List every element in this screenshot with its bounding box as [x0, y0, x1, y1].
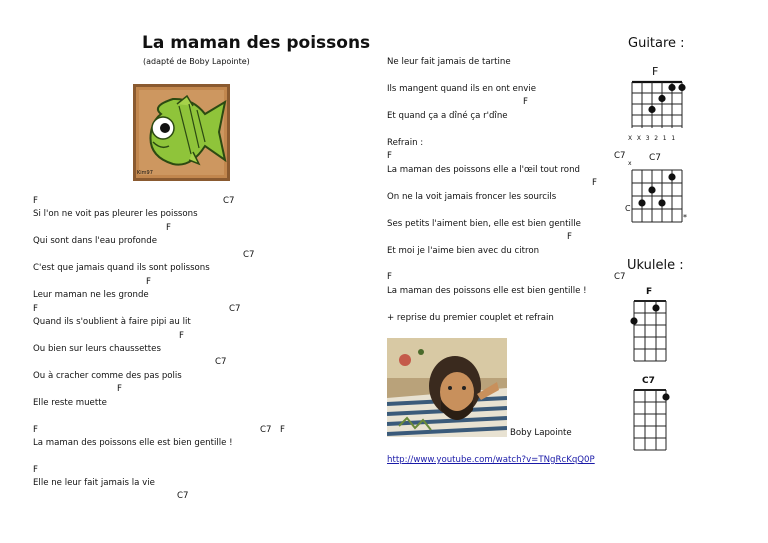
lyric-line: Ne leur fait jamais de tartine — [387, 57, 511, 67]
guitar-mute-mark: x — [628, 160, 632, 167]
boby-lapointe-photo — [387, 338, 507, 437]
ukulele-chord-f-name: F — [646, 287, 653, 297]
lyric-line: C'est que jamais quand ils sont polissons — [33, 263, 210, 273]
chord-f: F — [387, 151, 392, 161]
chord-f: F — [33, 304, 38, 314]
chord-c7: C7 — [223, 196, 235, 206]
svg-text:*: * — [683, 213, 687, 222]
chord-f: F — [33, 465, 38, 475]
photo-caption: Boby Lapointe — [510, 428, 572, 438]
lyric-line: Ses petits l'aiment bien, elle est bien gentille — [387, 219, 581, 229]
lyric-line: La maman des poissons elle est bien gentille ! — [387, 286, 587, 296]
lyric-line: Qui sont dans l'eau profonde — [33, 236, 158, 246]
ukulele-chord-c7-diagram — [628, 374, 672, 454]
chord-c7: C7 — [177, 491, 189, 501]
chord-c7: C7 — [260, 425, 272, 435]
lyric-line: La maman des poissons elle est bien gentille ! — [33, 438, 233, 448]
ukulele-heading: Ukulele : — [627, 258, 684, 273]
guitar-chord-f-diagram — [622, 62, 692, 146]
chord-c7: C7 — [243, 250, 255, 260]
chord-f: F — [387, 272, 392, 282]
lyric-line: Leur maman ne les gronde — [33, 290, 149, 300]
lyric-line: Ou bien sur leurs chaussettes — [33, 344, 161, 354]
guitar-fingering: X X 3 2 1 1 — [628, 135, 676, 142]
chord-f: F — [33, 196, 38, 206]
ukulele-chord-c7-name: C7 — [642, 376, 655, 386]
guitar-chord-c7-diagram — [622, 150, 692, 230]
chord-c7: C7 — [614, 272, 626, 282]
lyric-line: Quand ils s'oublient à faire pipi au lit — [33, 317, 191, 327]
youtube-link[interactable]: http://www.youtube.com/watch?v=TNgRcKqQ0P — [387, 455, 595, 465]
lyric-line: Si l'on ne voit pas pleurer les poissons — [33, 209, 198, 219]
song-title: La maman des poissons — [142, 33, 371, 53]
chord-f: F — [166, 223, 171, 233]
lyric-line: Ou à cracher comme des pas polis — [33, 371, 182, 381]
chord-f: F — [179, 331, 184, 341]
chord-f: F — [567, 232, 572, 242]
guitar-barre-mark: C — [625, 204, 631, 213]
guitar-chord-f-name: F — [652, 65, 659, 78]
chord-f: F — [117, 384, 122, 394]
chord-c7: C7 — [229, 304, 241, 314]
guitar-chord-c7-name: C7 — [649, 153, 662, 163]
lyric-line: Ils mangent quand ils en ont envie — [387, 84, 537, 94]
lyric-line: Et quand ça a dîné ça r'dîne — [387, 111, 508, 121]
lyric-line: Et moi je l'aime bien avec du citron — [387, 246, 540, 256]
song-subtitle: (adapté de Boby Lapointe) — [143, 57, 250, 66]
ukulele-chord-f-diagram — [628, 285, 672, 365]
refrain-label: Refrain : — [387, 138, 424, 148]
lyric-line: La maman des poissons elle a l'œil tout rond — [387, 165, 580, 175]
lyric-line: Elle reste muette — [33, 398, 107, 408]
guitar-heading: Guitare : — [628, 36, 685, 51]
lyric-line: On ne la voit jamais froncer les sourcils — [387, 192, 557, 202]
chord-f: F — [33, 425, 38, 435]
chord-f: F — [146, 277, 151, 287]
chord-c7: C7 — [215, 357, 227, 367]
reprise-note: + reprise du premier couplet et refrain — [387, 313, 554, 323]
chord-c7: C7 — [614, 151, 626, 161]
chord-f: F — [280, 425, 285, 435]
chord-f: F — [592, 178, 597, 188]
chord-f: F — [523, 97, 528, 107]
fish-signature: Kim97 — [137, 170, 153, 176]
lyric-line: Elle ne leur fait jamais la vie — [33, 478, 155, 488]
fish-illustration — [133, 84, 230, 181]
